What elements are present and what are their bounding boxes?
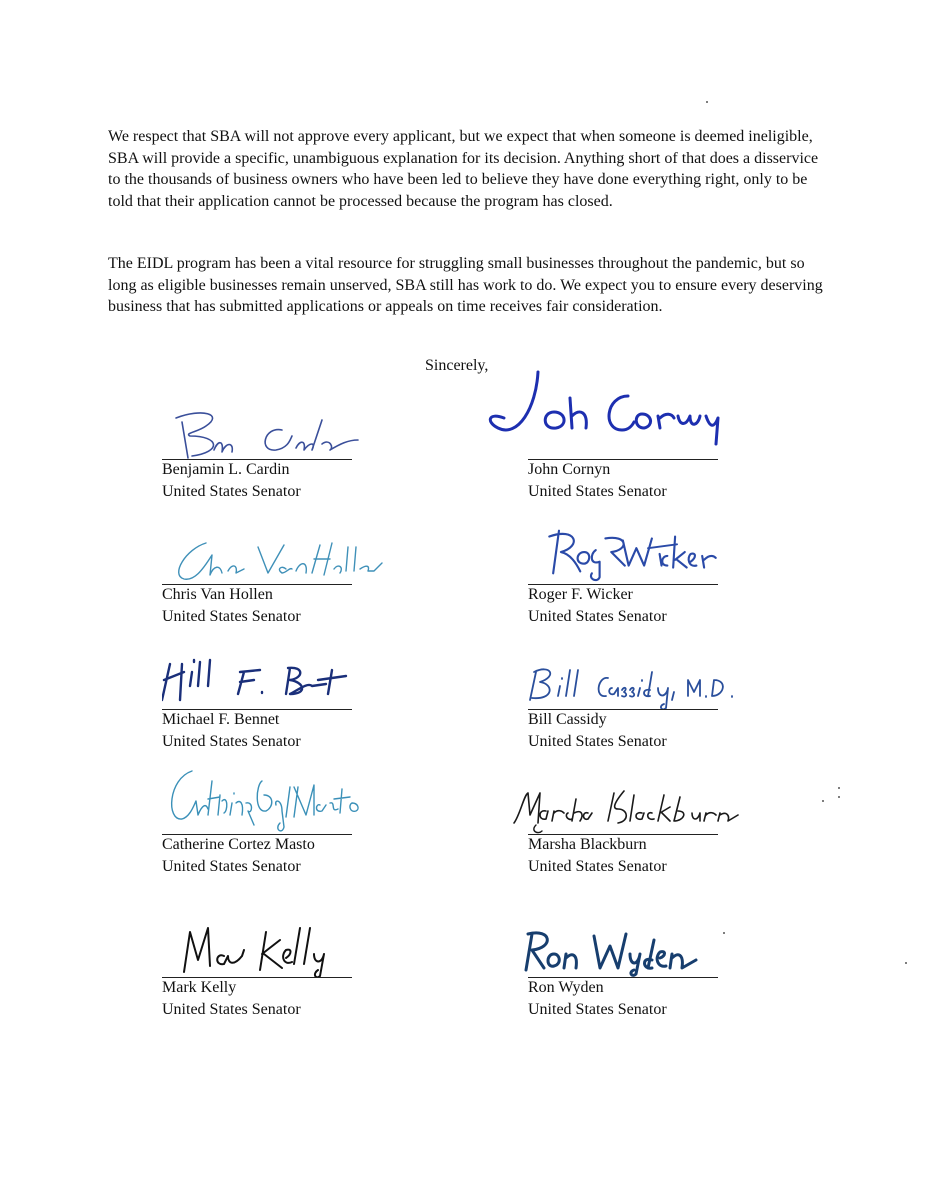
- handwritten-signature-cortezmasto: [162, 765, 402, 835]
- signature-block-blackburn: [528, 775, 768, 875]
- signature-block-cardin: [162, 400, 402, 500]
- scan-speck: [838, 796, 840, 798]
- signatory-title: United States Senator: [528, 733, 667, 750]
- signatory-title: United States Senator: [528, 858, 667, 875]
- signatory-title: United States Senator: [162, 608, 301, 625]
- handwritten-signature-wicker: [528, 523, 768, 583]
- signatory-title: United States Senator: [162, 733, 301, 750]
- signature-block-wicker: [528, 525, 768, 625]
- handwritten-signature-kelly: [162, 914, 402, 978]
- signatory-name: Benjamin L. Cardin: [162, 461, 290, 478]
- signatory-name: Marsha Blackburn: [528, 836, 647, 853]
- signatory-title: United States Senator: [162, 858, 301, 875]
- signatory-name: Chris Van Hollen: [162, 586, 273, 603]
- signature-block-bennet: [162, 650, 402, 750]
- scan-speck: [706, 101, 708, 103]
- signature-block-cassidy: [528, 650, 768, 750]
- handwritten-signature-wyden: [520, 922, 720, 978]
- handwritten-signature-vanhollen: [162, 525, 402, 585]
- signatory-title: United States Senator: [162, 483, 301, 500]
- handwritten-signature-cardin: [162, 400, 402, 460]
- scan-speck: [822, 800, 824, 802]
- scan-speck: [838, 787, 840, 789]
- signatory-title: United States Senator: [528, 1001, 667, 1018]
- signature-block-wyden: [528, 918, 768, 1018]
- signatory-name: Roger F. Wicker: [528, 586, 633, 603]
- signature-block-vanhollen: [162, 525, 402, 625]
- handwritten-signature-bennet: [162, 650, 402, 710]
- scan-speck: [905, 962, 907, 964]
- signature-block-cornyn: [528, 400, 768, 500]
- signatory-name: Catherine Cortez Masto: [162, 836, 315, 853]
- handwritten-signature-blackburn: [508, 775, 748, 835]
- signatory-name: John Cornyn: [528, 461, 611, 478]
- signature-block-cortezmasto: [162, 775, 402, 875]
- signatory-name: Ron Wyden: [528, 979, 604, 996]
- signatory-name: Bill Cassidy: [528, 711, 607, 728]
- signatory-title: United States Senator: [162, 1001, 301, 1018]
- signatory-title: United States Senator: [528, 483, 667, 500]
- signatory-name: Mark Kelly: [162, 979, 237, 996]
- signature-block-kelly: [162, 918, 402, 1018]
- scan-speck: [723, 932, 725, 934]
- body-paragraph-2: The EIDL program has been a vital resource for struggling small businesses throughout the pandemic, but so long as eligible businesses remain unserved, SBA still has work to do. We expect you to ensure every deserving business that has submitted applications or appeals on time receives fair consideration.: [108, 255, 823, 315]
- body-paragraph-1: We respect that SBA will not approve every applicant, but we expect that when someone is deemed ineligible, SBA will provide a specific, unambiguous explanation for its decision. Anything short of that does a disservice to the thousands of business owners who have been led to believe they have done everything right, only to be told that their application cannot be processed because the program has closed.: [108, 128, 819, 210]
- signatory-title: United States Senator: [528, 608, 667, 625]
- closing-salutation: Sincerely,: [425, 357, 489, 374]
- signatory-name: Michael F. Bennet: [162, 711, 280, 728]
- handwritten-signature-cassidy: [528, 650, 768, 710]
- handwritten-signature-cornyn: [478, 368, 738, 460]
